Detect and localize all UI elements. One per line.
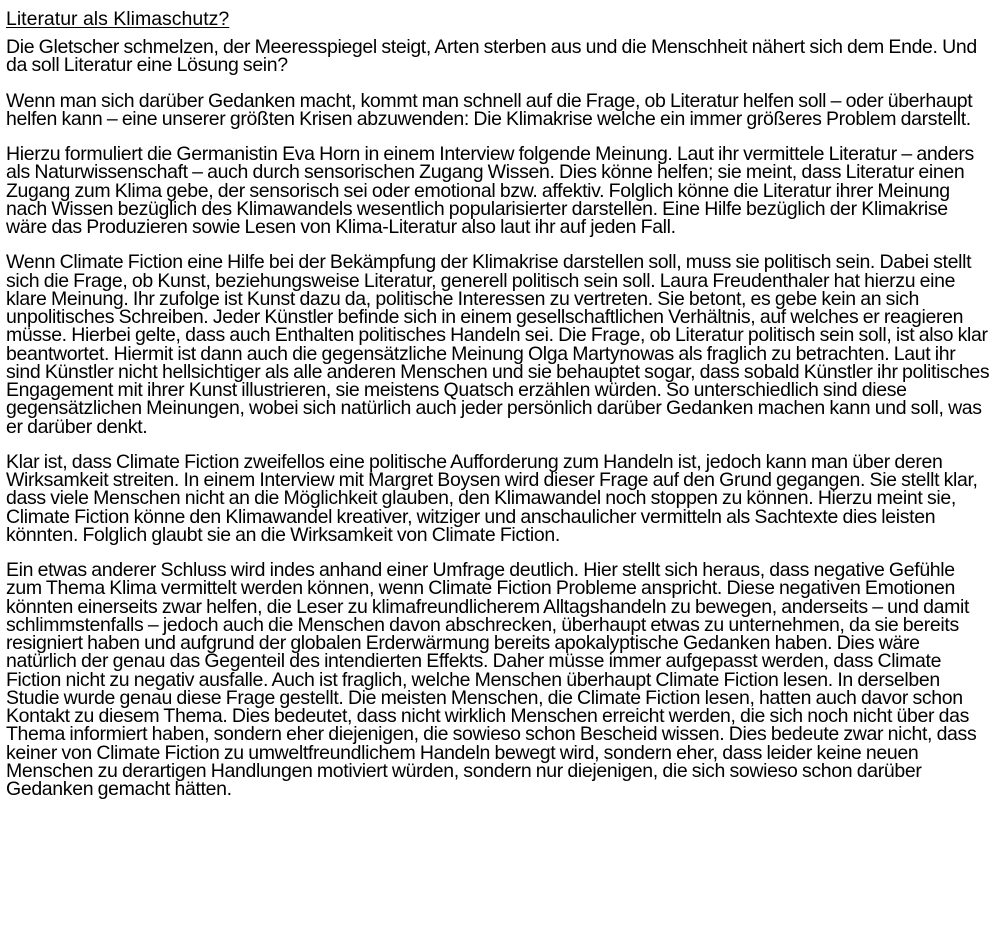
paragraph-eva-horn: Hierzu formuliert die Germanistin Eva Horn in einem Interview folgende Meinung. Laut ihr vermittele Literatur – anders als Naturwissenschaft – auch durch sensorischen Zugang Wissen. Dies könne helfen; sie meint, dass Literatur einen Zugang zum Klima gebe, der sensorisch sei oder emotional bzw. affektiv. Folglich könne die Literatur ihrer Meinung nach Wissen bezüglich des Klimawandels wesentlich popularisierter darstellen. Eine Hilfe bezüglich der Klimakrise wäre das Produzieren sowie Lesen von Klima-Literatur also laut ihr auf jeden Fall.: [6, 143, 974, 238]
document-title: Literatur als Klimaschutz?: [6, 8, 230, 30]
paragraph-margret-boysen: Klar ist, dass Climate Fiction zweifellos eine politische Aufforderung zum Handeln ist, jedoch kann man über deren Wirksamkeit streiten. In einem Interview mit Margret Boysen wird dieser Frage auf den Grund gegangen. Sie stellt klar, dass viele Menschen nicht an die Möglichkeit glauben, den Klimawandel noch stoppen zu können. Hierzu meint sie, Climate Fiction könne den Klimawandel kreativer, witziger und anschaulicher vermitteln als Sachtexte dies leisten könnten. Folglich glaubt sie an die Wirksamkeit von Climate Fiction.: [6, 450, 978, 546]
paragraph-survey: Ein etwas anderer Schluss wird indes anhand einer Umfrage deutlich. Hier stellt sich heraus, dass negative Gefühle zum Thema Klima vermittelt werden können, wenn Climate Fiction Probleme anspricht. Diese negativen Emotionen könnten einerseits zwar helfen, die Leser zu klimafreundlicherem Alltagshandeln zu bewegen, anderseits – und damit schlimmstenfalls – jedoch auch die Menschen davon abschrecken, überhaupt etwas zu unternehmen, da sie bereits resigniert haben und aufgrund der globalen Erderwärmung bereits apokalyptische Gedanken haben. Dies wäre natürlich der genau das Gegenteil des intendierten Effekts. Daher müsse immer aufgepasst werden, dass Climate Fiction nicht zu negativ ausfalle. Auch ist fraglich, welche Menschen überhaupt Climate Fiction lesen. In derselben Studie wurde genau diese Frage gestellt. Die meisten Menschen, die Climate Fiction lesen, hatten auch davor schon Kontakt zu diesem Thema. Dies bedeutet, dass nicht wirklich Menschen erreicht werden, die sich noch nicht über das Thema informiert haben, sondern eher diejenigen, die sowieso schon Bescheid wissen. Dies bedeute zwar nicht, dass keiner von Climate Fiction zu umweltfreundlichem Handeln bewegt wird, sondern eher, dass leider keine neuen Menschen zu derartigen Handlungen motiviert würden, sondern nur diejenigen, die sich sowieso schon darüber Gedanken gemacht hätten.: [6, 559, 977, 800]
paragraph-intro: Die Gletscher schmelzen, der Meeresspiegel steigt, Arten sterben aus und die Menschheit nähert sich dem Ende. Und da soll Literatur eine Lösung sein?: [6, 36, 977, 77]
paragraph-question: Wenn man sich darüber Gedanken macht, kommt man schnell auf die Frage, ob Literatur helfen soll – oder überhaupt helfen kann – eine unserer größten Krisen abzuwenden: Die Klimakrise welche ein immer größeres Problem darstellt.: [6, 89, 973, 130]
paragraph-political-literature: Wenn Climate Fiction eine Hilfe bei der Bekämpfung der Klimakrise darstellen soll, muss sie politisch sein. Dabei stellt sich die Frage, ob Kunst, beziehungsweise Literatur, generell politisch sein soll. Laura Freudenthaler hat hierzu eine klare Meinung. Ihr zufolge ist Kunst dazu da, politische Interessen zu vertreten. Sie betont, es gebe kein an sich unpolitisches Schreiben. Jeder Künstler befinde sich in einem gesellschaftlichen Verhältnis, auf welches er reagieren müsse. Hierbei gelte, dass auch Enthalten politisches Handeln sei. Die Frage, ob Literatur politisch sein soll, ist also klar beantwortet. Hiermit ist dann auch die gegensätzliche Meinung Olga Martynowas als fraglich zu betrachten. Laut ihr sind Künstler nicht hellsichtiger als alle anderen Menschen und sie behauptet sogar, dass sobald Künstler ihr politisches Engagement mit ihrer Kunst illustrieren, sie meistens Quatsch erzählen würden. So unterschiedlich sind diese gegensätzlichen Meinungen, wobei sich natürlich auch jeder persönlich darüber Gedanken machen kann und soll, was er darüber denkt.: [6, 251, 990, 438]
